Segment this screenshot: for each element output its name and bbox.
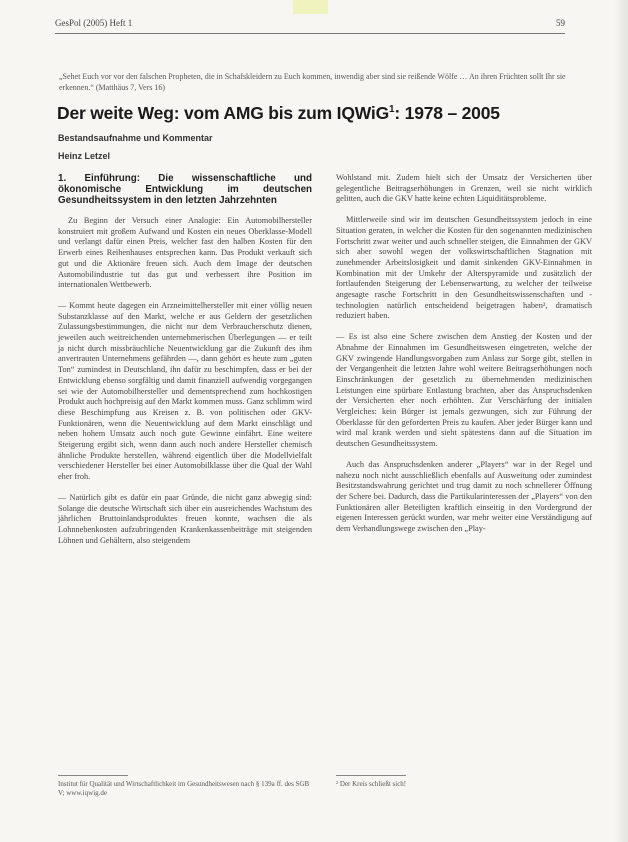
footnote-rule-left	[58, 775, 128, 776]
footnote-rule-right	[336, 775, 406, 776]
header-rule	[55, 33, 565, 34]
footnote-right: ² Der Kreis schließt sich!	[336, 780, 407, 788]
footnote-left: Institut für Qualität und Wirtschaftlichkeit im Gesundheitswesen nach § 139a ff. des SGB V; www.iqwig.de	[58, 780, 310, 797]
left-column	[58, 173, 312, 556]
article-subtitle: Bestandsaufnahme und Kommentar	[58, 133, 213, 143]
journal-issue: GesPol (2005) Heft 1	[55, 18, 133, 28]
paragraph: — Es ist also eine Schere zwischen dem Anstieg der Kosten und der Abnahme der Einnahmen im Gesundheitswesen eingetreten, welche der GKV zwingende Handlungsvorgaben zum Anlass zur Sorge gibt, stellen in der Vergangenheit die letzten Jahre wohl weitere Beitragserhöhungen noch Einschränkungen der gesetzlich zu übernehmenden medizinischen Leistungen eine spürbare Entlastung brachten, aber das Anspruchsdenken der Versicherten eher noch erhöhten. Zur Verschärfung der initialen Vergleiches: kein Bürger ist jemals gezwungen, sich zur Führung der Oberklasse für den geforderten Preis zu kaufen. Aber jeder Bürger kann und wird mal krank werden und sieht spätestens dann auf die Situation im deutschen Gesundheitssystem.	[336, 332, 592, 449]
page-number: 59	[556, 18, 565, 28]
author-name: Heinz Letzel	[58, 151, 111, 161]
scan-edge-shadow	[614, 0, 628, 842]
sticky-note	[293, 0, 328, 14]
section-heading: 1. Einführung: Die wissenschaftliche und ökonomische Entwicklung im deutschen Gesundheitssystem in den letzten Jahrzehnten	[58, 173, 312, 206]
title-footnote-marker: 1	[389, 104, 395, 116]
paragraph: — Kommt heute dagegen ein Arzneimittelhersteller mit einer völlig neuen Substanzklasse auf den Markt, welche er aus Geldern der gesetzlichen Zulassungsbestimmungen, die nicht nur dem Verbraucherschutz dienen, jeweilen auch weitreichenden unternehmerischen Überlegungen — er teilt ja nicht durch missbräuchliche Neuentwicklung gar die Zukunft des ihm anvertrauten Unternehmens gefährden —, dann gehört es heute zum „guten Ton“ zumindest in Deutschland, ihn dafür zu beschimpfen, dass er bei der Entwicklung ebenso sorgfältig und damit finanziell aufwendig vorgegangen sei wie der Automobilhersteller und dementsprechend zum hochkostigen Produkt auch hochpreisig auf den Markt kommen muss. Ganz schlimm wird diese Beschimpfung aus Kreisen z. B. von politischen oder GKV-Funktionären, wenn die Neuentwicklung auf dem Markt einschlägt und neben hohem Umsatz auch noch gute Gewinne einfährt. Eine weitere Steigerung ergibt sich, wenn dann auch noch andere Hersteller chemisch ähnliche Produkte herstellen, während eigentlich über die Modellvielfalt verschiedener Hersteller bei einer Automobilklasse über die Qual der Wahl eher froh.	[58, 300, 312, 482]
running-head	[55, 18, 565, 28]
right-column	[336, 173, 592, 545]
paragraph: Wohlstand mit. Zudem hielt sich der Umsatz der Versicherten über gelegentliche Beitragserhöhungen in Grenzen, weil sie nicht wirklich gelitten, auch die GKV hatte keine echten Liquiditätsprobleme.	[336, 173, 592, 204]
title-years: : 1978 – 2005	[394, 103, 500, 123]
paragraph: Auch das Anspruchsdenken anderer „Players“ war in der Regel und nahezu noch nicht ausschließlich ebenfalls auf Ausweitung oder zumindest Besitzstandswahrung gerichtet und trug damit zu noch schnellerer Öffnung der Schere bei. Dadurch, dass die Partikularinteressen der „Players“ von den Funktionären aller Beteiligten kraftlich einseitig in den Vordergrund der eigenen Interessen gerückt wurden, war mehr weiter eine Verständigung auf dem Verhandlungswege zwischen den „Play-	[336, 459, 592, 534]
paragraph: Zu Beginn der Versuch einer Analogie: Ein Automobilhersteller konstruiert mit großem Aufwand und Kosten ein neues Oberklasse-Modell und verlangt dafür einen Preis, welcher fast den halben Kosten für den Erwerb eines Reihenhauses entsprechen kann. Das Produkt verkauft sich gut und die Aktionäre freuen sich. Auch dem Image der deutschen Automobilindustrie tut das gut und verbessert ihre Position im internationalen Wettbewerb.	[58, 216, 312, 290]
article-title	[57, 103, 577, 124]
epigraph: „Sehet Euch vor vor den falschen Propheten, die in Schafskleidern zu Euch kommen, inwendig aber sind sie reißende Wölfe … An ihren Früchten sollt Ihr sie erkennen.“ (Matthäus 7, Vers 16)	[59, 72, 566, 92]
paragraph: Mittlerweile sind wir im deutschen Gesundheitssystem jedoch in eine Situation geraten, in welcher die Kosten für den sogenannten medizinischen Fortschritt zwar weiter und auch schneller steigen, die Einnahmen der GKV sich aber sowohl wegen der volkswirtschaftlichen Stagnation mit zunehmender Arbeitslosigkeit und damit sinkenden GKV-Einnahmen in Kombination mit der Umkehr der Alterspyramide und zusätzlich der fortlaufenden Steigerung der Lebenserwartung, zu welcher der teilweise angesagte rasche Fortschritt in den Gesundheitswissenschaften und -technologien natürlich entscheidend beigetragen haben², dramatisch reduziert haben.	[336, 215, 592, 321]
paragraph: — Natürlich gibt es dafür ein paar Gründe, die nicht ganz abwegig sind: Solange die deutsche Wirtschaft sich über ein ausreichendes Wachstum des jährlichen Bruttoinlandsproduktes freuen konnte, wachsen die als Lohnnebenkosten aufzubringenden Krankenkassenbeiträge mit steigenden Löhnen und Gehältern, also steigendem	[58, 492, 312, 545]
title-text: Der weite Weg: vom AMG bis zum IQWiG	[57, 103, 389, 123]
